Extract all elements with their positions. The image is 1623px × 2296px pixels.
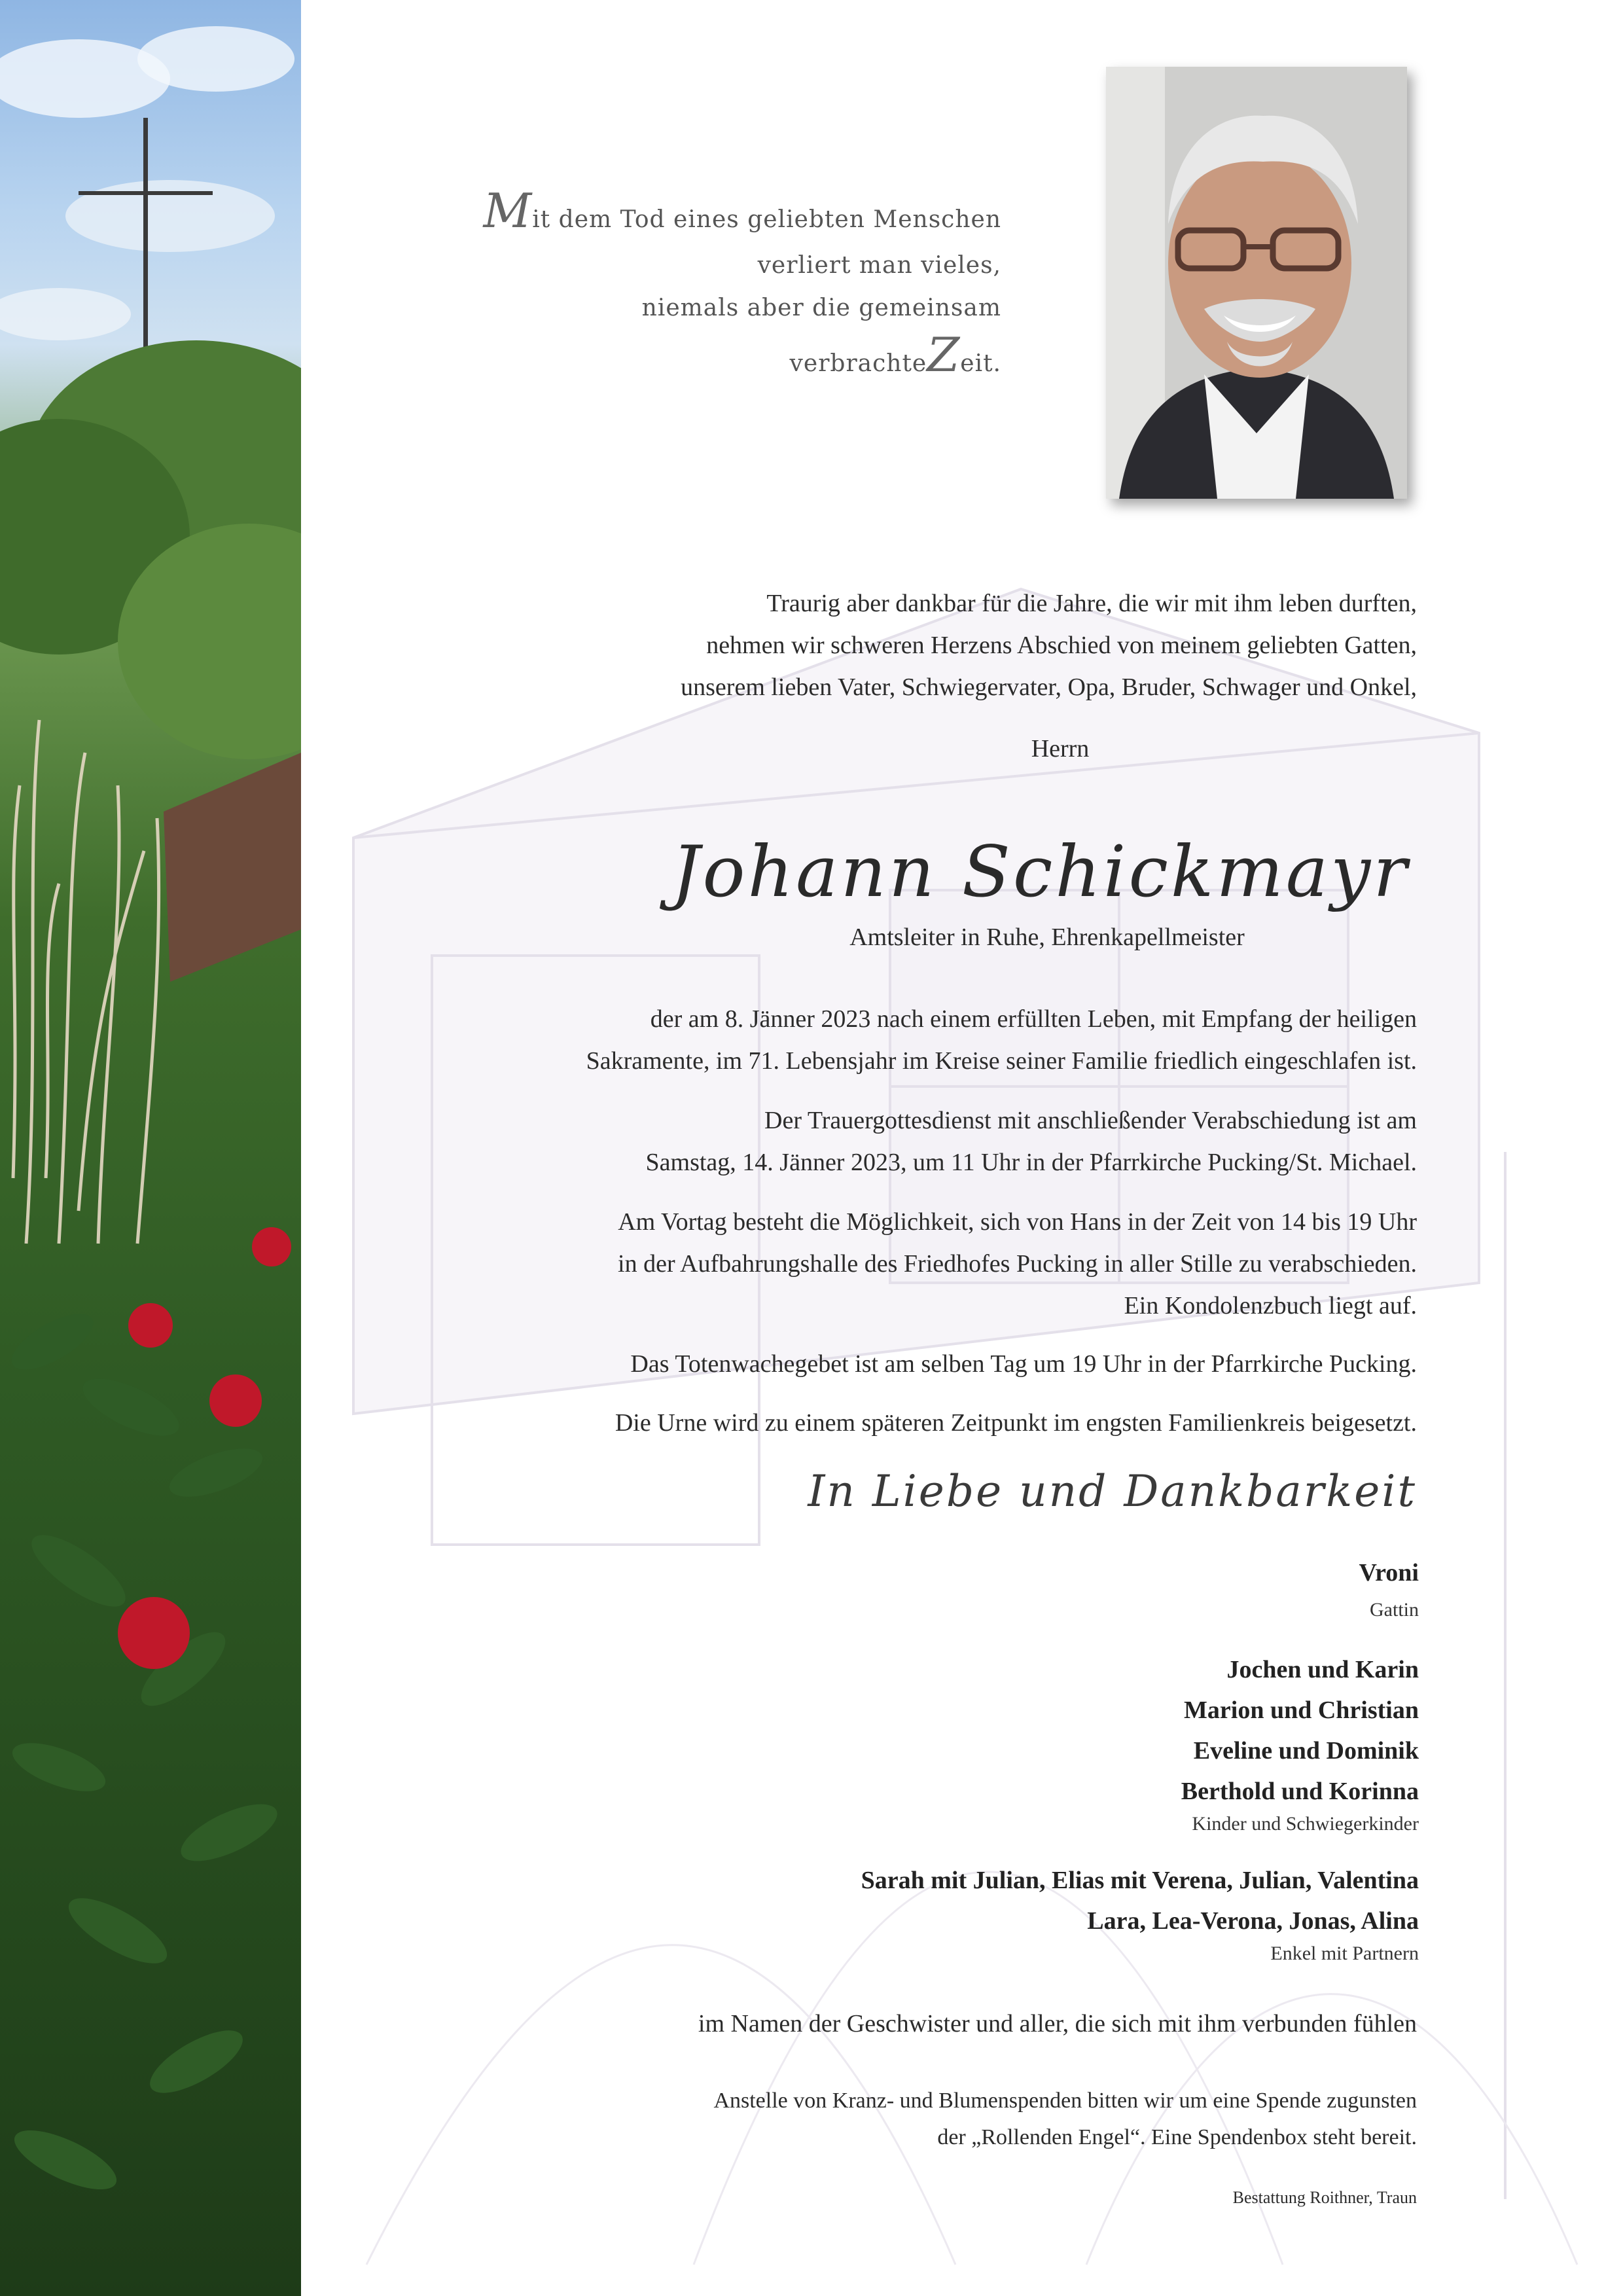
grandchildren-relation: Enkel mit Partnern	[1270, 1943, 1419, 1964]
grandchildren-line-2: Lara, Lea-Verona, Jonas, Alina	[1087, 1907, 1419, 1935]
donation-line-1: Anstelle von Kranz- und Blumenspenden bitten wir um eine Spende zugunsten	[713, 2089, 1417, 2113]
viewing-line-3: Ein Kondolenzbuch liegt auf.	[1124, 1292, 1417, 1319]
child-line-3: Eveline und Dominik	[1193, 1737, 1419, 1765]
death-line-2: Sakramente, im 71. Lebensjahr im Kreise seiner Familie friedlich eingeschlafen ist.	[586, 1047, 1417, 1075]
quote-line-2: verliert man vieles,	[757, 252, 1001, 279]
urn-line: Die Urne wird zu einem späteren Zeitpunkt im engsten Familienkreis beigesetzt.	[615, 1409, 1417, 1437]
intro-line-3: unserem lieben Vater, Schwiegervater, Opa, Bruder, Schwager und Onkel,	[681, 673, 1417, 701]
quote-initial-z: Z	[927, 327, 961, 382]
spouse-relation: Gattin	[1370, 1599, 1419, 1621]
rose-flowers	[118, 1227, 291, 1669]
siblings-line: im Namen der Geschwister und aller, die sich mit ihm verbunden fühlen	[698, 2010, 1417, 2037]
salutation: Herrn	[1031, 735, 1090, 762]
death-line-1: der am 8. Jänner 2023 nach einem erfüllten Leben, mit Empfang der heiligen	[650, 1005, 1417, 1033]
spouse-name: Vroni	[1359, 1559, 1419, 1587]
closing-phrase: In Liebe und Dankbarkeit	[808, 1466, 1417, 1516]
side-photo-garden	[0, 0, 301, 2296]
quote-line-4	[790, 327, 1001, 382]
undertaker: Bestattung Roithner, Traun	[1232, 2188, 1417, 2207]
funeral-line-1: Der Trauergottesdienst mit anschließender Verabschiedung ist am	[764, 1107, 1417, 1134]
portrait-photo	[1106, 67, 1407, 499]
deceased-title: Amtsleiter in Ruhe, Ehrenkapellmeister	[849, 924, 1245, 951]
quote-line-4-text: verbrachte	[789, 350, 927, 377]
child-line-1: Jochen und Karin	[1226, 1656, 1419, 1683]
deceased-name: Johann Schickmayr	[671, 831, 1410, 913]
child-line-2: Marion und Christian	[1184, 1696, 1419, 1724]
intro-line-1: Traurig aber dankbar für die Jahre, die wir mit ihm leben durften,	[766, 590, 1417, 617]
quote-initial: M	[483, 183, 533, 238]
quote-line-4-end: eit.	[960, 350, 1001, 377]
children-relation: Kinder und Schwiegerkinder	[1192, 1813, 1419, 1835]
grandchildren-line-1: Sarah mit Julian, Elias mit Verena, Julian, Valentina	[861, 1867, 1419, 1894]
quote-line-3: niemals aber die gemeinsam	[641, 295, 1001, 321]
wake-line: Das Totenwachegebet ist am selben Tag um 19 Uhr in der Pfarrkirche Pucking.	[630, 1350, 1417, 1378]
child-line-4: Berthold und Korinna	[1181, 1778, 1419, 1805]
viewing-line-2: in der Aufbahrungshalle des Friedhofes Pucking in aller Stille zu verabschieden.	[618, 1250, 1417, 1278]
quote-line-1	[484, 183, 1001, 238]
quote-line-1-text: it dem Tod eines geliebten Menschen	[532, 206, 1001, 233]
intro-line-2: nehmen wir schweren Herzens Abschied von meinem geliebten Gatten,	[706, 632, 1417, 659]
funeral-line-2: Samstag, 14. Jänner 2023, um 11 Uhr in der Pfarrkirche Pucking/St. Michael.	[645, 1149, 1417, 1176]
garden-illustration	[0, 0, 301, 2296]
viewing-line-1: Am Vortag besteht die Möglichkeit, sich von Hans in der Zeit von 14 bis 19 Uhr	[618, 1208, 1417, 1236]
portrait-illustration	[1106, 67, 1407, 499]
donation-line-2: der „Rollenden Engel“. Eine Spendenbox steht bereit.	[937, 2125, 1417, 2149]
